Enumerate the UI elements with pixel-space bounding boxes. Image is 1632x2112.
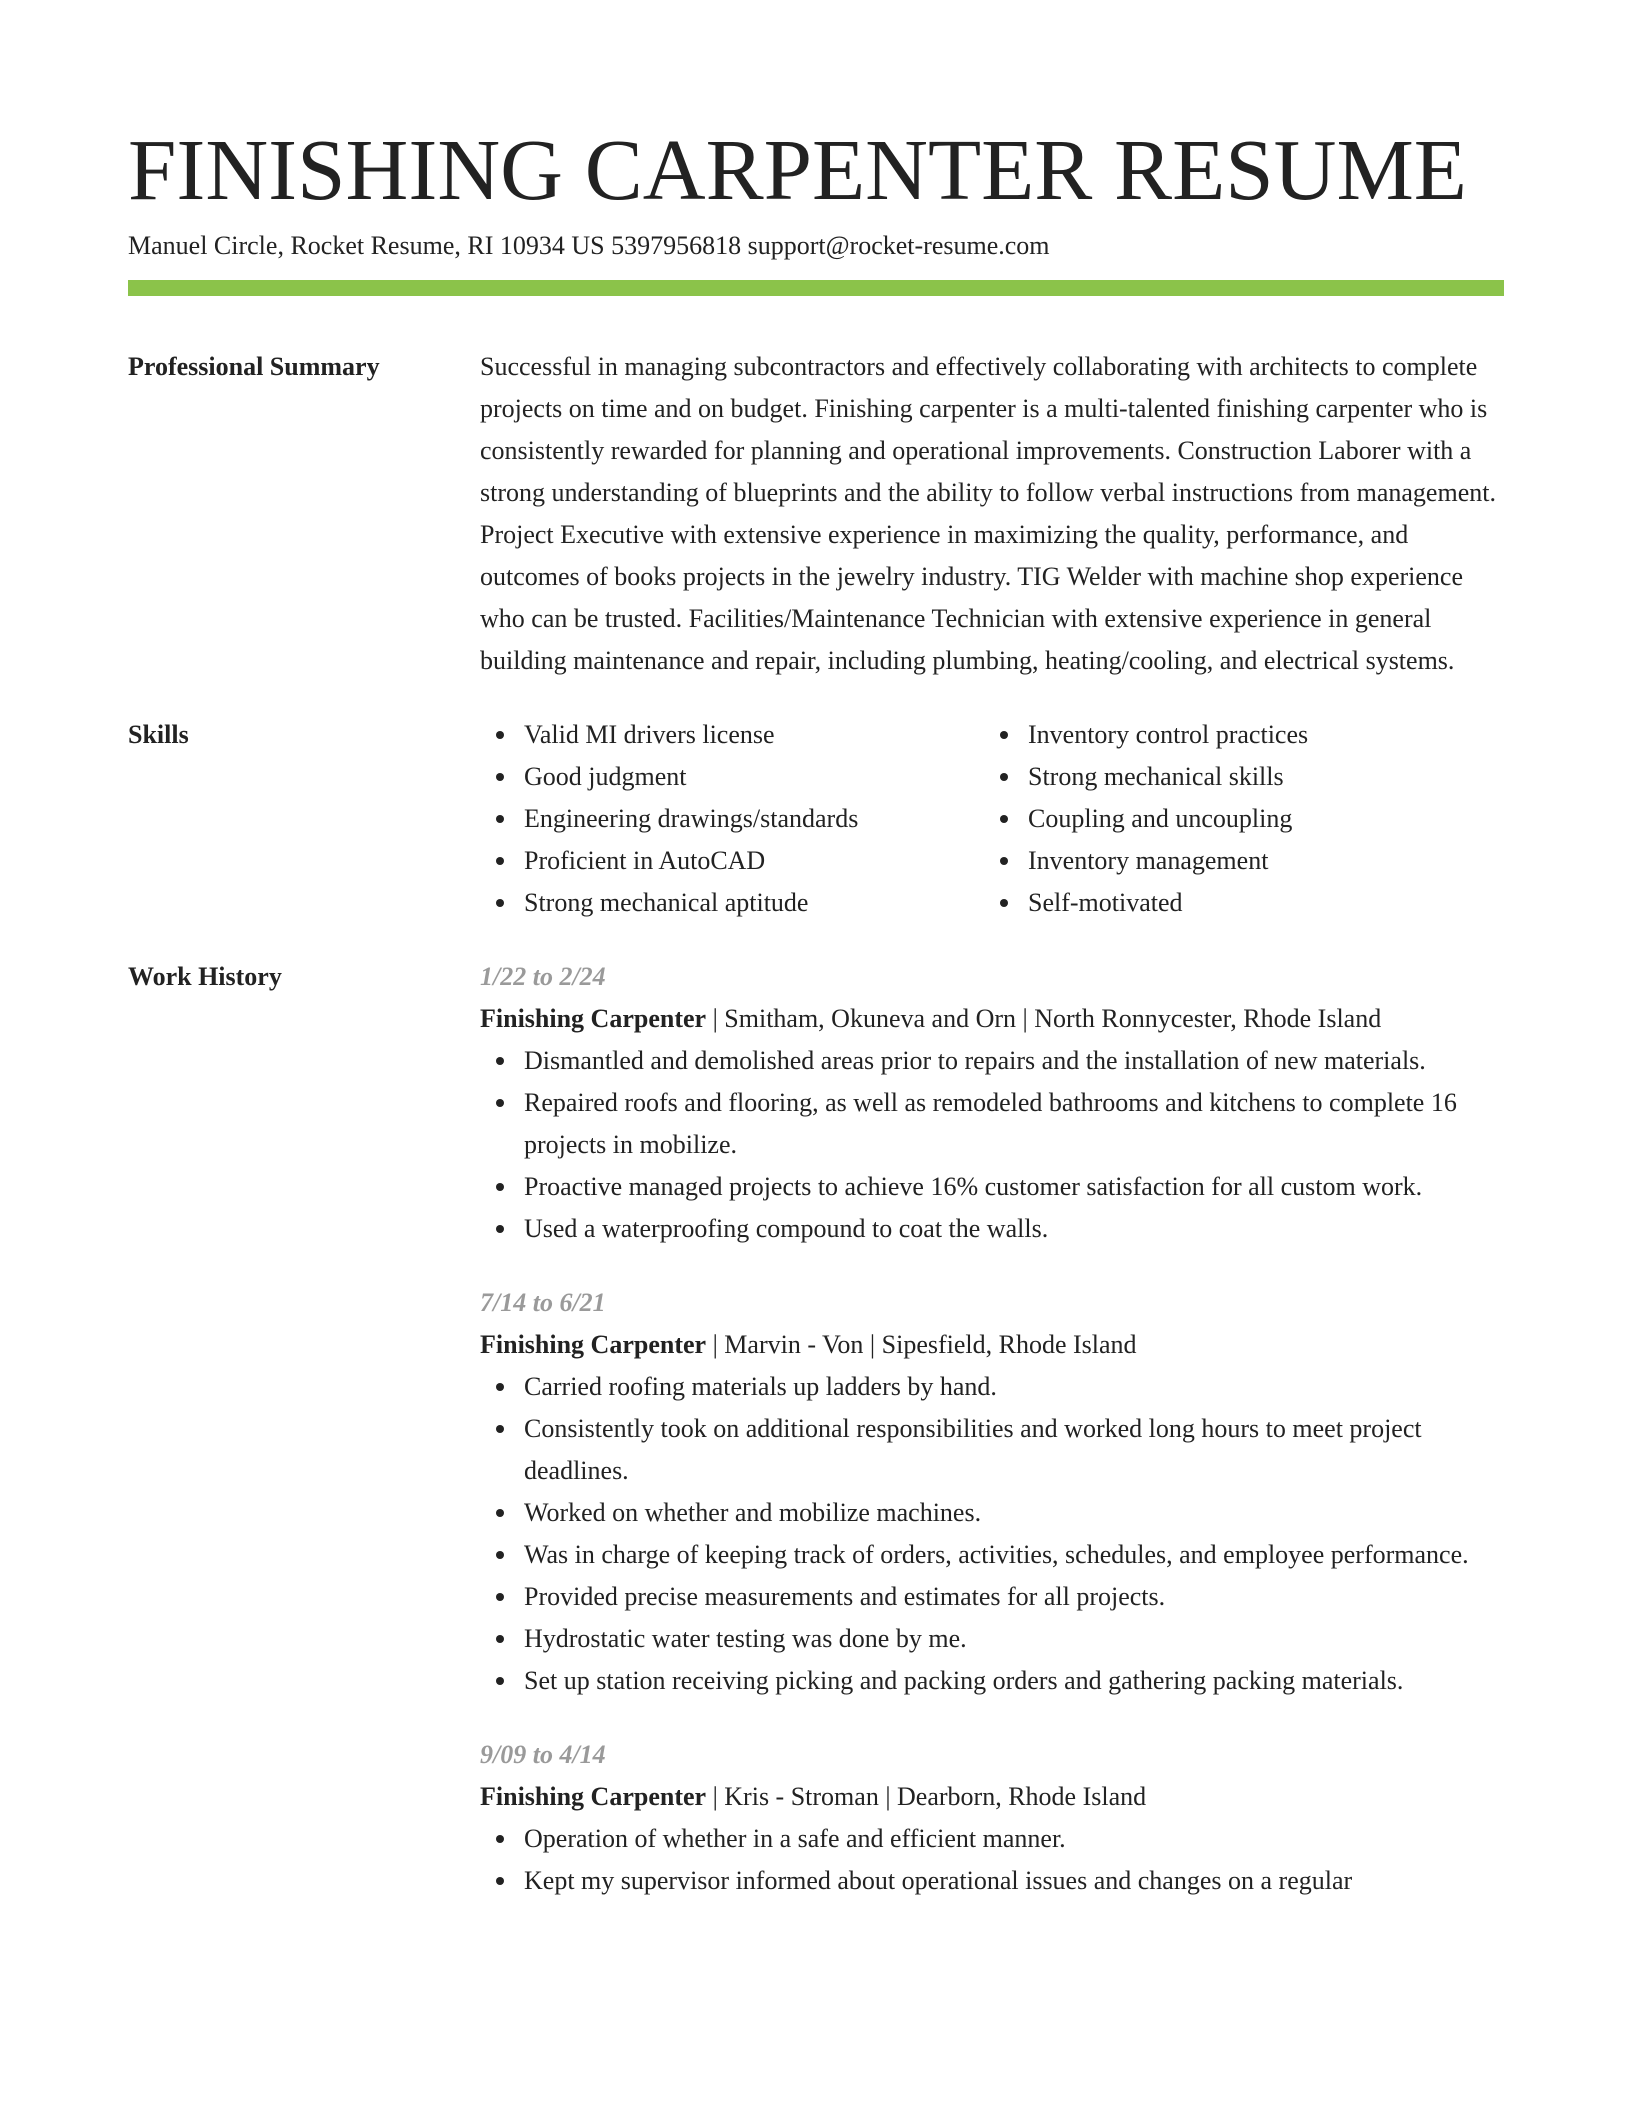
job-duty: Used a waterproofing compound to coat the walls. — [524, 1208, 1504, 1250]
skill-item: Inventory management — [1028, 840, 1308, 882]
job-entry — [480, 1734, 1504, 1902]
job-heading — [480, 1776, 1504, 1818]
resume-title: FINISHING CARPENTER RESUME — [128, 121, 1467, 218]
skill-item: Strong mechanical skills — [1028, 756, 1308, 798]
job-employer-location: | Marvin - Von | Sipesfield, Rhode Island — [706, 1330, 1137, 1359]
job-duty: Consistently took on additional responsibilities and worked long hours to meet project deadlines. — [524, 1408, 1504, 1492]
job-duties-list — [480, 1366, 1504, 1702]
skill-item: Self-motivated — [1028, 882, 1308, 924]
job-duty: Proactive managed projects to achieve 16% customer satisfaction for all custom work. — [524, 1166, 1504, 1208]
professional-summary-section — [128, 346, 1504, 682]
job-dates: 7/14 to 6/21 — [480, 1288, 606, 1317]
work-history-section — [128, 956, 1504, 1902]
job-title: Finishing Carpenter — [480, 1782, 707, 1811]
accent-divider — [128, 280, 1504, 296]
job-duty: Worked on whether and mobilize machines. — [524, 1492, 1504, 1534]
section-label-work: Work History — [128, 962, 282, 991]
work-history-body — [480, 956, 1504, 1902]
skill-item: Good judgment — [524, 756, 984, 798]
contact-line — [128, 228, 1504, 264]
job-duty: Hydrostatic water testing was done by me. — [524, 1618, 1504, 1660]
skill-item: Proficient in AutoCAD — [524, 840, 984, 882]
job-duty: Was in charge of keeping track of orders, activities, schedules, and employee performance. — [524, 1534, 1504, 1576]
summary-text: Successful in managing subcontractors and effectively collaborating with architects to complete projects on time and on budget. Finishing carpenter is a multi-talented finishing carpenter who is consistently rewarded for planning and operational improvements. Construction Laborer with a strong understanding of blueprints and the ability to follow verbal instructions from management. Project Executive with extensive experience in maximizing the quality, performance, and outcomes of books projects in the jewelry industry. TIG Welder with machine shop experience who can be trusted. Facilities/Maintenance Technician with extensive experience in general building maintenance and repair, including plumbing, heating/cooling, and electrical systems. — [480, 352, 1496, 675]
skill-item: Engineering drawings/standards — [524, 798, 984, 840]
job-heading — [480, 1324, 1504, 1366]
job-duties-list — [480, 1040, 1504, 1250]
job-title: Finishing Carpenter — [480, 1004, 707, 1033]
job-entry — [480, 956, 1504, 1250]
job-duty: Carried roofing materials up ladders by hand. — [524, 1366, 1504, 1408]
contact-address: Manuel Circle, Rocket Resume, RI 10934 US — [128, 231, 605, 260]
job-duty: Provided precise measurements and estimates for all projects. — [524, 1576, 1504, 1618]
skills-list-left — [480, 714, 984, 924]
contact-phone: 5397956818 — [611, 231, 742, 260]
job-duties-list — [480, 1818, 1504, 1902]
skill-item: Valid MI drivers license — [524, 714, 984, 756]
job-duty: Repaired roofs and flooring, as well as remodeled bathrooms and kitchens to complete 16 projects in mobilize. — [524, 1082, 1504, 1166]
skills-list-right — [984, 714, 1308, 924]
skills-section — [128, 714, 1504, 924]
job-duty: Set up station receiving picking and packing orders and gathering packing materials. — [524, 1660, 1504, 1702]
job-duty: Kept my supervisor informed about operational issues and changes on a regular — [524, 1860, 1504, 1902]
job-dates: 9/09 to 4/14 — [480, 1740, 606, 1769]
job-title: Finishing Carpenter — [480, 1330, 707, 1359]
job-duty: Dismantled and demolished areas prior to repairs and the installation of new materials. — [524, 1040, 1504, 1082]
skill-item: Coupling and uncoupling — [1028, 798, 1308, 840]
skill-item: Strong mechanical aptitude — [524, 882, 984, 924]
section-label-skills: Skills — [128, 720, 189, 749]
job-duty: Operation of whether in a safe and efficient manner. — [524, 1818, 1504, 1860]
section-label-summary: Professional Summary — [128, 352, 380, 381]
resume-page — [128, 120, 1504, 1902]
job-employer-location: | Kris - Stroman | Dearborn, Rhode Island — [706, 1782, 1147, 1811]
job-heading — [480, 998, 1504, 1040]
job-entry — [480, 1282, 1504, 1702]
skills-columns — [480, 714, 1504, 924]
contact-email: support@rocket-resume.com — [747, 231, 1050, 260]
job-dates: 1/22 to 2/24 — [480, 962, 606, 991]
job-employer-location: | Smitham, Okuneva and Orn | North Ronnycester, Rhode Island — [706, 1004, 1382, 1033]
skill-item: Inventory control practices — [1028, 714, 1308, 756]
